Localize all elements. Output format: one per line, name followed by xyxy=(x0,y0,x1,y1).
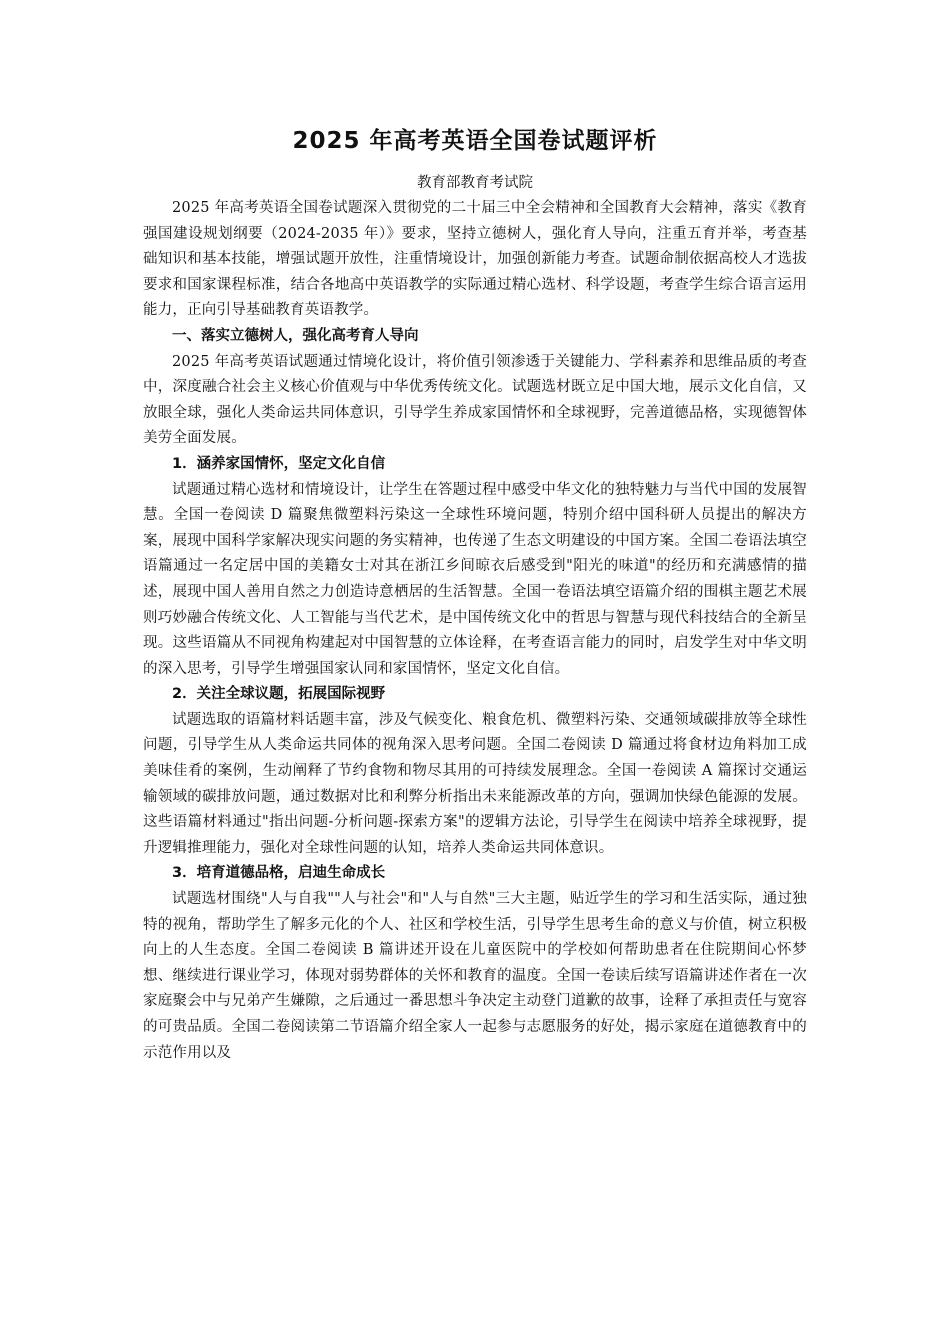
subsection-2-paragraph: 试题选取的语篇材料话题丰富，涉及气候变化、粮食危机、微塑料污染、交通领域碳排放等全球性问题，引导学生从人类命运共同体的视角深入思考问题。全国二卷阅读 D 篇通过将食材边角料加工成美味佳肴的案例，生动阐释了节约食物和物尽其用的可持续发展理念。全国一卷阅读 A 篇探讨交通运输领域的碳排放问题，通过数据对比和利弊分析指出未来能源改革的方向，强调加快绿色能源的发展。这些语篇材料通过"指出问题-分析问题-探索方案"的逻辑方法论，引导学生在阅读中培养全球视野，提升逻辑推理能力，强化对全球性问题的认知，培养人类命运共同体意识。 xyxy=(143,711,807,856)
subsection-3-heading: 3．培育道德品格，启迪生命成长 xyxy=(172,865,386,882)
intro-paragraph: 2025 年高考英语全国卷试题深入贯彻党的二十届三中全会精神和全国教育大会精神，落实《教育强国建设规划纲要（2024-2035 年）》要求，坚持立德树人，强化育人导向，注重五育并举，考查基础知识和基本技能，增强试题开放性，注重情境设计，加强创新能力考查。试题命制依据高校人才选拔要求和国家课程标准，结合各地高中英语教学的实际通过精心选材、科学设题，考查学生综合语言运用能力，正向引导基础教育英语教学。 xyxy=(143,200,807,319)
subsection-3-paragraph: 试题选材围绕"人与自我""人与社会"和"人与自然"三大主题，贴近学生的学习和生活实际，通过独特的视角，帮助学生了解多元化的个人、社区和学校生活，引导学生思考生命的意义与价值，树立积极向上的人生态度。全国二卷阅读 B 篇讲述开设在儿童医院中的学校如何帮助患者在住院期间心怀梦想、继续进行课业学习，体现对弱势群体的关怀和教育的温度。全国一卷读后续写语篇讲述作者在一次家庭聚会中与兄弟产生嫌隙，之后通过一番思想斗争决定主动登门道歉的故事，诠释了承担责任与宽容的可贵品质。全国二卷阅读第二节语篇介绍全家人一起参与志愿服务的好处，揭示家庭在道德教育中的示范作用以及 xyxy=(143,891,807,1061)
subsection-1-paragraph: 试题通过精心选材和情境设计，让学生在答题过程中感受中华文化的独特魅力与当代中国的发展智慧。全国一卷阅读 D 篇聚焦微塑料污染这一全球性环境问题，特别介绍中国科研人员提出的解决方案，展现中国科学家解决现实问题的务实精神，也传递了生态文明建设的中国方案。全国二卷语法填空语篇通过一名定居中国的美籍女士对其在浙江乡间晾衣后感受到"阳光的味道"的经历和充满感情的描述，展现中国人善用自然之力创造诗意栖居的生活智慧。全国一卷语法填空语篇介绍的围棋主题艺术展则巧妙融合传统文化、人工智能与当代艺术，是中国传统文化中的哲思与智慧与现代科技结合的全新呈现。这些语篇从不同视角构建起对中国智慧的立体诠释，在考查语言能力的同时，启发学生对中华文明的深入思考，引导学生增强国家认同和家国情怀，坚定文化自信。 xyxy=(143,481,807,677)
section-1-heading: 一、落实立德树人，强化高考育人导向 xyxy=(172,327,419,344)
subsection-1-heading: 1．涵养家国情怀，坚定文化自信 xyxy=(172,455,386,472)
document-body xyxy=(143,122,807,1066)
document-title: 2025 年高考英语全国卷试题评析 xyxy=(292,128,658,154)
subsection-2-heading: 2．关注全球议题，拓展国际视野 xyxy=(172,686,386,703)
section-1-paragraph: 2025 年高考英语试题通过情境化设计，将价值引领渗透于关键能力、学科素养和思维品质的考查中，深度融合社会主义核心价值观与中华优秀传统文化。试题选材既立足中国大地，展示文化自信，又放眼全球，强化人类命运共同体意识，引导学生养成家国情怀和全球视野，完善道德品格，实现德智体美劳全面发展。 xyxy=(143,353,807,447)
document-author: 教育部教育考试院 xyxy=(417,175,533,191)
